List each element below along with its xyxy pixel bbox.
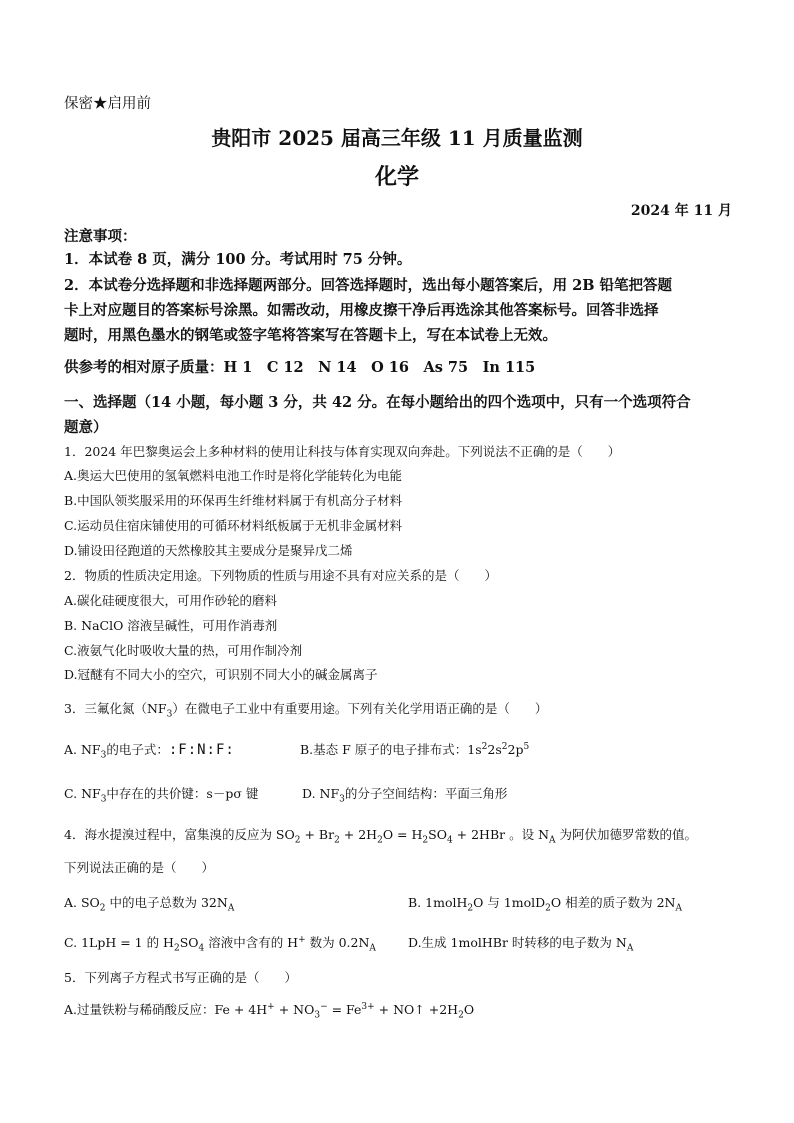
section1-heading-line-2: 题意） <box>64 419 108 436</box>
q3-option-c: C. $NF_3$中存在的共价键：s－pσ 键 <box>64 786 259 805</box>
q5-stem: 5．下列离子方程式书写正确的是（ ） <box>64 970 297 985</box>
q3-option-b: B.基态 F 原子的电子排布式：$1s^22s^22p^5$ <box>300 741 530 757</box>
q1-option-d: D.铺设田径跑道的天然橡胶其主要成分是聚异戊二烯 <box>64 543 353 558</box>
q4-option-a: A. $SO_2$ 中的电子总数为 $32N_A$ <box>64 895 235 914</box>
q1-option-a: A.奥运大巴使用的氢氧燃料电池工作时是将化学能转化为电能 <box>64 468 403 483</box>
q4-option-c: C. 1LpH = 1 的 $H_2SO_4$ 溶液中含有的 H+ 数为 $0.2N_A$ <box>64 934 376 954</box>
atomic-masses: 供参考的相对原子质量：H 1 C 12 N 14 O 16 As 75 In 115 <box>64 359 536 376</box>
section1-heading-line-1: 一、选择题（14 小题，每小题 3 分，共 42 分。在每小题给出的四个选项中，只有一个选项符合 <box>64 394 691 411</box>
q1-option-b: B.中国队领奖服采用的环保再生纤维材料属于有机高分子材料 <box>64 493 403 508</box>
nf3-lewis-structure: :F:N:F: <box>168 742 235 758</box>
note-item-1: 1．本试卷 8 页，满分 100 分。考试用时 75 分钟。 <box>64 251 412 268</box>
q3-stem: 3．三氟化氮$(NF_3)$在微电子工业中有重要用途。下列有关化学用语正确的是（ ） <box>64 701 548 720</box>
q4-option-d: D.生成 1molHBr 时转移的电子数为 $N_A$ <box>408 935 634 954</box>
q1-option-c: C.运动员住宿床铺使用的可循环材料纸板属于无机非金属材料 <box>64 518 403 533</box>
q2-option-c: C.液氨气化时吸收大量的热，可用作制冷剂 <box>64 643 303 658</box>
q1-stem: 1．2024 年巴黎奥运会上多种材料的使用让科技与体育实现双向奔赴。下列说法不正确的是（ ） <box>64 444 621 459</box>
confidential-label: 保密★启用前 <box>64 96 151 112</box>
subject-title: 化学 <box>374 164 419 190</box>
notes-heading: 注意事项： <box>64 228 137 245</box>
q4-stem-line-2: 下列说法正确的是（ ） <box>64 860 215 875</box>
q4-option-b: B. 1molH$_2$O 与 1molD$_2$O 相差的质子数为 $2N_A$ <box>408 895 682 914</box>
q2-option-a: A.碳化硅硬度很大，可用作砂轮的磨料 <box>64 593 278 608</box>
note-item-2-line-3: 题时，用黑色墨水的钢笔或签字笔将答案写在答题卡上，写在本试卷上无效。 <box>64 327 557 344</box>
exam-date: 2024 年 11 月 <box>630 203 732 219</box>
q2-stem: 2．物质的性质决定用途。下列物质的性质与用途不具有对应关系的是（ ） <box>64 568 497 583</box>
q2-option-b: B. NaClO 溶液呈碱性，可用作消毒剂 <box>64 618 278 633</box>
note-item-2-line-2: 卡上对应题目的答案标号涂黑。如需改动，用橡皮擦干净后再选涂其他答案标号。回答非选择 <box>64 302 659 319</box>
q4-stem: 4．海水提溴过程中，富集溴的反应为 $SO_2 + Br_2 + 2H_2O = H_2SO_4 + 2HBr$ 。设 $N_A$ 为阿伏加德罗常数的值。 <box>64 827 697 846</box>
q3-option-d: D. $NF_3$的分子空间结构：平面三角形 <box>302 786 508 805</box>
q5-option-a: A.过量铁粉与稀硝酸反应：$Fe + 4H^+ + NO_3^- = Fe^{3+}$ + NO↑ $+2H_2O$ <box>64 1001 475 1021</box>
note-item-2-line-1: 2．本试卷分选择题和非选择题两部分。回答选择题时，选出每小题答案后，用 2B 铅笔把答题 <box>64 277 673 294</box>
q3-option-a: A. $NF_3$的电子式：:F:N:F: <box>64 742 235 761</box>
exam-title: 贵阳市 2025 届高三年级 11 月质量监测 <box>211 126 583 150</box>
q2-option-d: D.冠醚有不同大小的空穴，可识别不同大小的碱金属离子 <box>64 667 378 682</box>
